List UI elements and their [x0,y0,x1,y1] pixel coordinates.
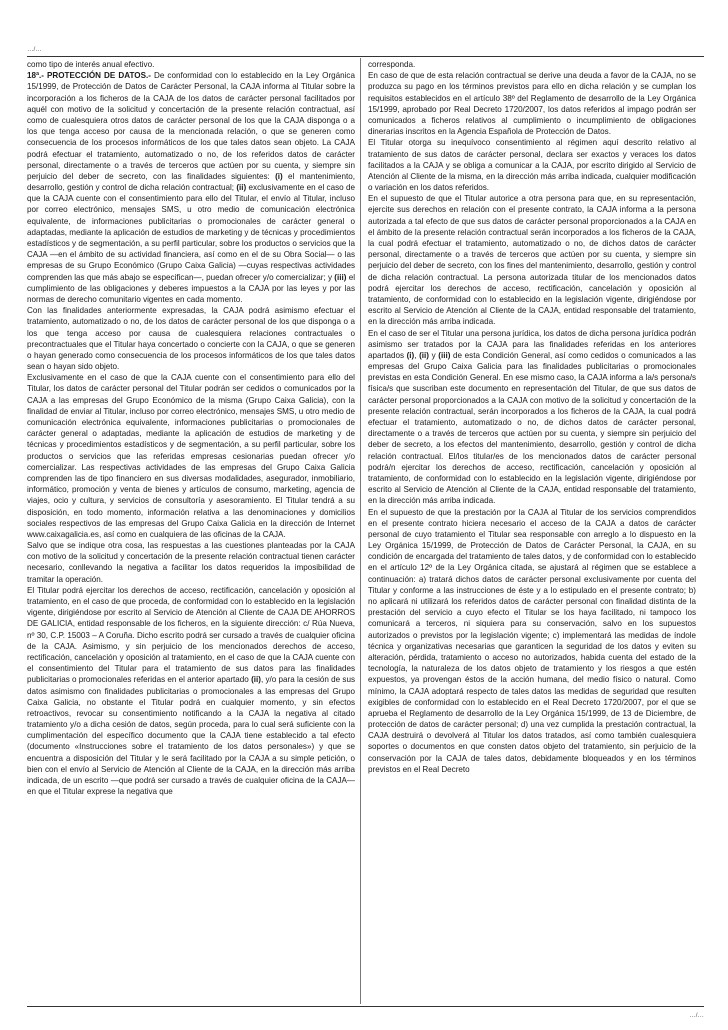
paragraph: En caso de que de esta relación contractual se derive una deuda a favor de la CAJA, no se produzca su pago en los términos previstos para ello en dicha relación y se cumplan los requisitos establecidos en el artículo 38º del Reglamento de desarrollo de la Ley Orgánica 15/1999, aprobado por Real Decreto 1720/2007, los datos referidos al impago podrán ser comunicados a ficheros relativos al cumplimiento o incumplimiento de obligaciones dinerarias inscritos en la Agencia Española de Protección de Datos. [368,71,696,137]
paragraph: En el supuesto de que el Titular autorice a otra persona para que, en su representación, ejercite sus derechos en relación con el presente contrato, la CAJA informa a la persona autorizada a tal efecto de que sus datos de carácter personal proporcionados a la CAJA en el ámbito de la presente relación contractual serán incorporados a los ficheros de la CAJA, la cual podrá efectuar el tratamiento, automatizado o no, de dichos datos de carácter personal, directamente o a través de terceros que actúen por su cuenta, y siempre sin perjuicio del deber de secreto, con los fines del mantenimiento, desarrollo, gestión y control de dicha relación contractual. La persona autorizada titular de los mencionados datos podrá ejercitar los derechos de acceso, rectificación, cancelación y oposición al tratamiento, de conformidad con lo establecido en la legislación vigente, dirigiéndose por escrito al Servicio de Atención al Cliente de la CAJA, entidad responsable del tratamiento, en la dirección más arriba indicada. [368,194,696,327]
paragraph-section-18: 18ª.- PROTECCIÓN DE DATOS.- De conformidad con lo establecido en la Ley Orgánica 15/1999, de Protección de Datos de Carácter Personal, la CAJA informa al Titular sobre la incorporación a los ficheros de la CAJA de los datos de carácter personal facilitados por aquél con motivo de la solicitud y concertación de la presente relación contractual, así como de cualesquiera otros datos de carácter personal de los que la CAJA disponga o a los que tenga acceso por causa de la mencionada relación, o que se generen como consecuencia de los procesos informáticos de los que tales datos sean objeto. La CAJA podrá efectuar el tratamiento, automatizado o no, de los referidos datos de carácter personal, directamente o a través de terceros que actúen por su cuenta, y siempre sin perjuicio del deber de secreto, con las finalidades siguientes: (i) el mantenimiento, desarrollo, gestión y control de dicha relación contractual; (ii) exclusivamente en el caso de que la CAJA cuente con el consentimiento para ello del Titular, el envío al Titular, incluso por correo electrónico, mensajes SMS, u otro medio de comunicación electrónica equivalente, de informaciones publicitarias o promocionales de carácter general o adaptadas, mediante la aplicación de estudios de marketing y de técnicas y procedimientos estadísticos y de segmentación, a su perfil particular, sobre los productos o servicios que la CAJA —en el ámbito de su actividad financiera, así como en el de su Obra Social— o las empresas de su Grupo Económico (Grupo Caixa Galicia) —cuyas respectivas actividades comprenden las que más abajo se especifican—, puedan ofrecer y/o comercializar; y (iii) el cumplimiento de las obligaciones y deberes impuestos a la CAJA por las leyes y por las normas de derecho comunitario vigentes en cada momento. [27,71,355,304]
paragraph: Con las finalidades anteriormente expresadas, la CAJA podrá asimismo efectuar el tratamiento, automatizado o no, de los datos de carácter personal de los que disponga o a los que tenga acceso por causa de cualesquiera relaciones contractuales o precontractuales que el Titular haya concertado o concierte con la CAJA, o que se generen o hayan generado como consecuencia de los procesos informáticos de los que tales datos sean o hayan sido objeto. [27,306,355,372]
right-column [368,59,696,775]
footer-rule [27,1006,704,1007]
paragraph: El Titular otorga su inequívoco consentimiento al régimen aquí descrito relativo al tratamiento de sus datos de carácter personal, declara ser exactos y veraces los datos facilitados a la CAJA y se obliga a comunicar a la CAJA, por escrito dirigido al Servicio de Atención al Cliente de la misma, en la dirección más arriba indicada, cualquier modificación o variación en los datos referidos. [368,138,696,193]
paragraph: como tipo de interés anual efectivo. [27,60,155,69]
paragraph: En el caso de ser el Titular una persona jurídica, los datos de dicha persona jurídica podrán asimismo ser tratados por la CAJA para las finalidades referidas en los anteriores apartados (i), (ii) y (iii) de esta Condición General, así como cedidos o comunicados a las empresas del Grupo Caixa Galicia para las finalidades publicitarias o promocionales previstas en esta Condición General. En ese mismo caso, la CAJA informa a la/s persona/s física/s que suscriban este documento en representación del Titular, de que sus datos de carácter personal proporcionados a la CAJA con motivo de la solicitud y concertación de la presente relación contractual, serán incorporados a los ficheros de la CAJA, la cual podrá efectuar el tratamiento, automatizado o no, de dichos datos de carácter personal, directamente o a través de terceros que actúen por su cuenta, y siempre sin perjuicio del deber de secreto, a los efectos del mantenimiento, desarrollo, gestión y control de dicha relación contractual. El/los titular/es de los mencionados datos de carácter personal podrá/n ejercitar los derechos de acceso, rectificación, cancelación y oposición al tratamiento, de conformidad con lo establecido en la legislación vigente, dirigiéndose por escrito al Servicio de Atención al Cliente de la CAJA, entidad responsable del tratamiento, en la dirección más arriba indicada. [368,328,696,506]
continuation-mark-bottom: …/… [689,1012,704,1019]
header-rule [27,56,704,57]
paragraph: Salvo que se indique otra cosa, las respuestas a las cuestiones planteadas por la CAJA con motivo de la solicitud y concertación de la presente relación contractual tienen carácter necesario, conllevando la negativa a facilitar los datos requeridos la imposibilidad de tramitar la operación. [27,541,355,584]
paragraph: corresponda. [368,60,416,69]
column-divider [360,58,361,1004]
paragraph: Exclusivamente en el caso de que la CAJA cuente con el consentimiento para ello del Titular, los datos de carácter personal del Titular podrán ser cedidos o comunicados por la CAJA a las empresas del Grupo Económico de la misma (Grupo Caixa Galicia), con la finalidad de enviar al Titular, incluso por correo electrónico, mensajes SMS, u otro medio de comunicación electrónica equivalente, informaciones publicitarias o promocionales de carácter general o adaptadas, mediante la aplicación de estudios de marketing y de técnicas y procedimientos estadísticos y de segmentación, a su perfil particular, sobre los productos o servicios que las referidas empresas cesionarias puedan ofrecer y/o comercializar. Las respectivas actividades de las empresas del Grupo Caixa Galicia comprenden las de tipo financiero en sus diversas modalidades, asegurador, inmobiliario, informático, promoción y venta de bienes y artículos de consumo, marketing, agencia de viajes, ocio y cultura, y servicios de consultoría y asesoramiento. El Titular tendrá a su disposición, en todo momento, información relativa a las denominaciones y domicilios sociales respectivos de las empresas del Grupo Caixa Galicia en la dirección de Internet www.caixagalicia.es, así como en cualquiera de las oficinas de la CAJA. [27,373,355,539]
paragraph: En el supuesto de que la prestación por la CAJA al Titular de los servicios comprendidos en el presente contrato hiciera necesario el acceso de la CAJA a datos de carácter personal de cuyo tratamiento el Titular sea responsable con arreglo a lo dispuesto en la Ley Orgánica 15/1999, de Protección de Datos de Carácter Personal, la CAJA, en su condición de encargada del tratamiento de tales datos, y de conformidad con lo establecido en el artículo 12º de la Ley Orgánica citada, se ajustará al régimen que se establece a continuación: a) tratará dichos datos de carácter personal exclusivamente por cuenta del Titular y conforme a las instrucciones de éste y a lo estipulado en el presente contrato; b) no aplicará ni utilizará los referidos datos de carácter personal con finalidad distinta de la prestación del servicio a cuyo efecto el Titular se los haya facilitado, ni tampoco los comunicará a terceros, ni siquiera para su conservación, salvo en los supuestos autorizados o previstos por la legislación vigente; c) implementará las medidas de índole técnica y organizativas necesarias que garanticen la seguridad de los datos y eviten su alteración, pérdida, tratamiento o acceso no autorizados, habida cuenta del estado de la tecnología, la naturaleza de los datos objeto de tratamiento y los riesgos a que estén expuestos, ya provengan éstos de la acción humana, del medio físico o natural. Como mínimo, la CAJA adoptará respecto de tales datos las medidas de seguridad que resulten exigibles de conformidad con lo establecido en el Real Decreto 1720/2007, por el que se aprueba el Reglamento de desarrollo de la Ley Orgánica 15/1999, de 13 de Diciembre, de protección de datos de carácter personal; d) una vez cumplida la prestación contractual, la CAJA destruirá o devolverá al Titular los datos tratados, así como también cualesquiera soportes o documentos en que consten datos objeto del tratamiento, sin perjuicio de la conservación por la CAJA de tales datos, debidamente bloqueados y en los términos previstos en el Real Decreto [368,507,697,774]
paragraph: El Titular podrá ejercitar los derechos de acceso, rectificación, cancelación y oposición al tratamiento, en el caso de que proceda, de conformidad con lo establecido en la legislación vigente, dirigiéndose por escrito al Servicio de Atención al Cliente de CAJA DE AHORROS DE GALICIA, entidad responsable de los ficheros, en la siguiente dirección: c/ Rúa Nueva, nº 30, C.P. 15003 – A Coruña. Dicho escrito podrá ser cursado a través de cualquier oficina de la CAJA. Asimismo, y sin perjuicio de los mencionados derechos de acceso, rectificación, cancelación y oposición al tratamiento, en el caso de que la CAJA cuente con el consentimiento del Titular para el tratamiento de sus datos para las finalidades publicitarias o promocionales referidas en el anterior apartado (ii), y/o para la cesión de sus datos asimismo con finalidades publicitarias o promocionales a las empresas del Grupo Caixa Galicia, no obstante el Titular podrá en cualquier momento, y sin efectos retroactivos, revocar su consentimiento notificando a la CAJA la negativa al citado tratamiento y/o a dicha cesión de datos, según proceda, para lo cual será suficiente con la cumplimentación del específico documento que la CAJA tiene establecido a tal efecto (documento «Instrucciones sobre el tratamiento de los datos personales») y que se encuentra a disposición del Titular y le será facilitado por la CAJA a su simple petición, o bien con el envío al Servicio de Atención al Cliente de la CAJA, en la dirección más arriba indicada, de un escrito —que podrá ser cursado a través de cualquier oficina de la CAJA— en que el Titular exprese la negativa que [27,585,355,797]
continuation-mark-top: …/… [27,46,42,53]
left-column [27,59,355,797]
